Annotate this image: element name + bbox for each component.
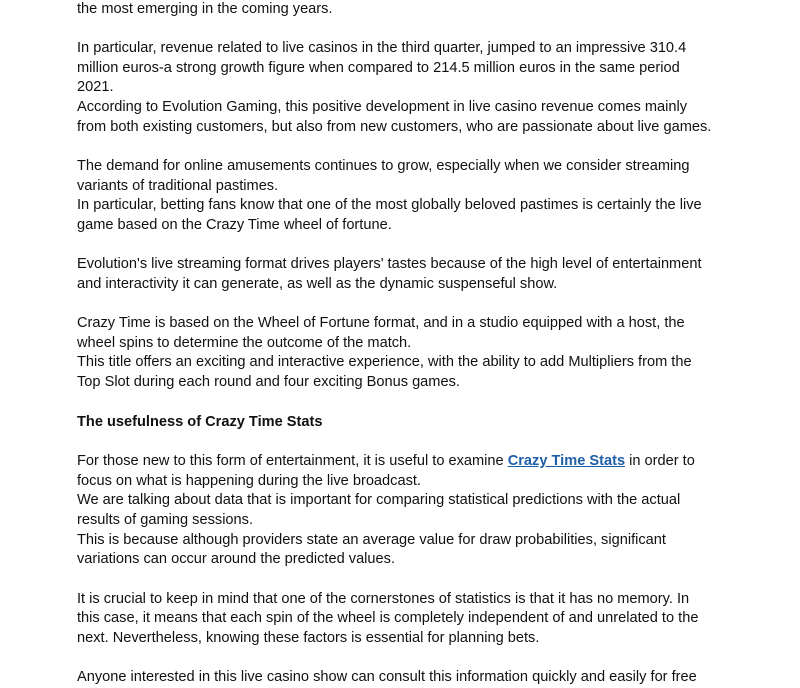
text-line: This is because although providers state an average value for draw probabilities, significant <box>77 532 666 548</box>
text-line <box>77 452 695 472</box>
text-line: In particular, betting fans know that one of the most globally beloved pastimes is certainly the live <box>77 197 702 213</box>
text-line: the most emerging in the coming years. <box>77 1 333 17</box>
text-line: Anyone interested in this live casino show can consult this information quickly and easily for free <box>77 669 697 685</box>
text-line: and interactivity it can generate, as well as the dynamic suspenseful show. <box>77 276 558 292</box>
text-line: variants of traditional pastimes. <box>77 178 279 194</box>
text-line: This title offers an exciting and interactive experience, with the ability to add Multipliers from the <box>77 354 692 370</box>
text-line: According to Evolution Gaming, this positive development in live casino revenue comes mainly <box>77 99 688 115</box>
text-line: game based on the Crazy Time wheel of fortune. <box>77 217 392 233</box>
text-line: Crazy Time is based on the Wheel of Fortune format, and in a studio equipped with a host, the <box>77 315 685 331</box>
text-line: We are talking about data that is important for comparing statistical predictions with the actual <box>77 492 681 508</box>
text-line: 2021. <box>77 79 114 95</box>
text-line: focus on what is happening during the live broadcast. <box>77 473 421 489</box>
text-line: The demand for online amusements continues to grow, especially when we consider streaming <box>77 158 690 174</box>
text-line: next. Nevertheless, knowing these factors is essential for planning bets. <box>77 630 540 646</box>
section-heading: The usefulness of Crazy Time Stats <box>77 414 323 430</box>
text-segment: For those new to this form of entertainment, it is useful to examine <box>77 453 508 469</box>
text-line: variations can occur around the predicted values. <box>77 551 396 567</box>
text-line: million euros-a strong growth figure when compared to 214.5 million euros in the same period <box>77 60 680 76</box>
text-line: results of gaming sessions. <box>77 512 254 528</box>
text-line: It is crucial to keep in mind that one of the cornerstones of statistics is that it has no memory. In <box>77 591 690 607</box>
text-line: Top Slot during each round and four exciting Bonus games. <box>77 374 460 390</box>
text-segment: in order to <box>625 453 695 469</box>
text-line: In particular, revenue related to live casinos in the third quarter, jumped to an impressive 310.4 <box>77 40 687 56</box>
text-line: this case, it means that each spin of the wheel is completely independent of and unrelated to the <box>77 610 699 626</box>
crazy-time-stats-link[interactable]: Crazy Time Stats <box>507 453 626 469</box>
text-line: from both existing customers, but also from new customers, who are passionate about live games. <box>77 119 712 135</box>
text-line: Evolution's live streaming format drives players' tastes because of the high level of entertainment <box>77 256 702 272</box>
text-line: wheel spins to determine the outcome of the match. <box>77 335 412 351</box>
